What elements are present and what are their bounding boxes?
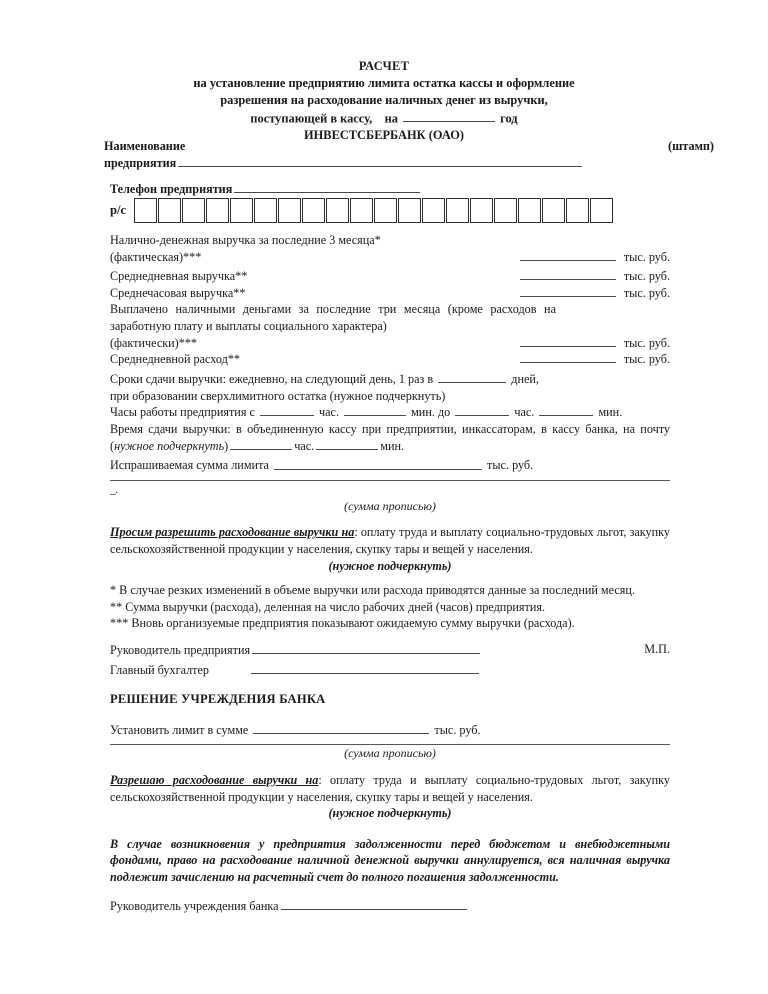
account-number-box[interactable] — [398, 198, 421, 223]
revenue-deadline-suffix: дней, — [511, 371, 539, 386]
director-signature-label: Руководитель предприятия — [110, 642, 251, 657]
cash-revenue-actual-label: (фактическая)*** — [110, 249, 202, 264]
footnote-1: * В случае резких изменений в объеме выручки или расхода приводятся данные за последний месяц. — [110, 583, 635, 598]
account-number-box[interactable] — [158, 198, 181, 223]
sum-in-words-caption-2: (сумма прописью) — [344, 746, 436, 761]
revenue-deadline-days-input[interactable] — [438, 371, 506, 383]
avg-daily-revenue-unit: тыс. руб. — [623, 269, 670, 284]
stamp-label: (штамп) — [668, 139, 714, 153]
account-number-box[interactable] — [590, 198, 613, 223]
requested-limit-row — [110, 457, 670, 474]
working-hours-row — [110, 404, 670, 421]
bank-director-signature-input[interactable] — [281, 898, 467, 910]
bank-director-signature-label: Руководитель учреждения банка — [110, 898, 279, 913]
avg-daily-revenue-input[interactable] — [520, 268, 616, 280]
delivery-time-paragraph — [110, 421, 670, 454]
avg-daily-revenue-label: Среднедневная выручка** — [110, 269, 248, 284]
accountant-signature-row — [110, 662, 670, 679]
working-hours-from-min-input[interactable] — [344, 404, 406, 416]
bank-director-signature-row — [110, 898, 670, 915]
form-body — [110, 232, 670, 914]
avg-hourly-revenue-input[interactable] — [520, 285, 616, 297]
bank-permission-underline-note: (нужное подчеркнуть) — [328, 806, 452, 821]
year-line-na: на — [384, 111, 398, 126]
cash-revenue-unit: тыс. руб. — [623, 249, 670, 264]
delivery-time-emphasis: нужное подчеркнуть — [114, 438, 225, 453]
avg-daily-revenue-amount-group — [518, 268, 670, 285]
bank-decision-section-title: РЕШЕНИЕ УЧРЕЖДЕНИЯ БАНКА — [110, 692, 326, 706]
account-number-box[interactable] — [518, 198, 541, 223]
sum-in-words-caption-1: (сумма прописью) — [344, 498, 436, 513]
working-hours-to-min-input[interactable] — [539, 404, 593, 416]
document-subtitle-line-3 — [96, 110, 672, 128]
paid-cash-actual-label: (фактически)*** — [110, 335, 198, 350]
paid-cash-amount-input[interactable] — [520, 335, 616, 347]
working-hours-from-hour-unit: час. — [319, 405, 339, 420]
delivery-time-min-unit: мин. — [380, 438, 405, 453]
requested-limit-input[interactable] — [274, 457, 482, 469]
footnotes-block — [110, 582, 670, 631]
account-number-box[interactable] — [182, 198, 205, 223]
bank-permission-colon: : — [318, 773, 322, 787]
delivery-time-close: ) — [224, 438, 229, 453]
seal-label: М.П. — [644, 642, 670, 657]
accountant-signature-label: Главный бухгалтер — [110, 663, 210, 678]
account-number-box[interactable] — [278, 198, 301, 223]
working-hours-from-hour-input[interactable] — [260, 404, 314, 416]
paid-cash-actual-row — [110, 335, 670, 352]
revenue-deadline-prefix: Сроки сдачи выручки: ежедневно, на следующий день, 1 раз в — [110, 371, 434, 386]
paid-cash-unit: тыс. руб. — [623, 335, 670, 350]
account-number-box[interactable] — [494, 198, 517, 223]
year-line-suffix: год — [500, 111, 518, 126]
paid-cash-amount-group — [518, 335, 670, 352]
working-hours-to-hour-input[interactable] — [455, 404, 509, 416]
enterprise-phone-row — [110, 181, 422, 197]
account-number-box[interactable] — [206, 198, 229, 223]
cash-revenue-label: Налично-денежная выручка за последние 3 месяца* — [110, 233, 381, 247]
enterprise-phone-label: Телефон предприятия — [110, 182, 233, 197]
accountant-signature-input[interactable] — [251, 662, 479, 674]
footnote-3: *** Вновь организуемые предприятия показывают ожидаемую сумму выручки (расхода). — [110, 615, 575, 630]
avg-hourly-revenue-row — [110, 285, 670, 302]
enterprise-name-input[interactable] — [178, 155, 582, 167]
cash-revenue-actual-row — [110, 249, 670, 266]
set-limit-input[interactable] — [253, 722, 429, 734]
working-hours-prefix: Часы работы предприятия с — [110, 405, 255, 420]
avg-daily-expense-row — [110, 351, 670, 368]
director-signature-input[interactable] — [252, 641, 480, 653]
account-number-box[interactable] — [302, 198, 325, 223]
permission-request-heading: Просим разрешить расходование выручки на — [110, 525, 355, 540]
revenue-deadline-row — [110, 371, 670, 388]
enterprise-name-label-line1: Наименование — [104, 139, 186, 153]
requested-limit-unit: тыс. руб. — [487, 458, 534, 473]
account-number-box[interactable] — [542, 198, 565, 223]
working-hours-from-min-unit: мин. — [411, 405, 435, 420]
document-subtitle-line-1: на установление предприятию лимита остатка кассы и оформление — [193, 76, 575, 91]
account-number-box[interactable] — [254, 198, 277, 223]
account-number-box[interactable] — [230, 198, 253, 223]
document-title-block — [96, 58, 672, 144]
cash-revenue-amount-input[interactable] — [520, 249, 616, 261]
account-number-label: р/с — [110, 203, 127, 217]
document-title: РАСЧЕТ — [358, 59, 410, 73]
set-limit-label: Установить лимит в сумме — [110, 722, 249, 737]
avg-hourly-revenue-amount-group — [518, 285, 670, 302]
account-number-box[interactable] — [566, 198, 589, 223]
working-hours-to-min-unit: мин. — [598, 405, 623, 420]
account-number-box[interactable] — [326, 198, 349, 223]
account-number-box[interactable] — [422, 198, 445, 223]
delivery-time-text: Время сдачи выручки: в объединенную кассу при предприятии, инкассаторам, в кассу банка, на почту ( — [110, 421, 670, 453]
avg-daily-expense-amount-group — [518, 351, 670, 368]
year-input-blank[interactable] — [403, 110, 495, 122]
working-hours-to-hour-unit: час. — [514, 405, 535, 420]
document-subtitle-line-2: разрешения на расходование наличных денег из выручки, — [220, 93, 548, 108]
account-number-box[interactable] — [350, 198, 373, 223]
footnote-2: ** Сумма выручки (расхода), деленная на число рабочих дней (часов) предприятия. — [110, 599, 546, 614]
account-number-box[interactable] — [446, 198, 469, 223]
year-line-prefix: поступающей в кассу, — [250, 111, 373, 126]
avg-daily-expense-label: Среднедневной расход** — [110, 352, 241, 367]
permission-request-paragraph — [110, 524, 670, 557]
director-signature-row — [110, 641, 670, 658]
avg-daily-revenue-row — [110, 268, 670, 285]
set-limit-unit: тыс. руб. — [434, 722, 481, 737]
delivery-time-hour-unit: час. — [294, 438, 315, 453]
debt-warning-paragraph: В случае возникновения у предприятия задолженности перед бюджетом и внебюджетными фондами, право на расходование наличной денежной выручки аннулируется, вся наличная выручка подлежит зачислению на расчетный счет до полного погашения задолженности. — [110, 836, 670, 884]
enterprise-header — [104, 138, 714, 172]
avg-daily-expense-unit: тыс. руб. — [623, 352, 670, 367]
permission-request-underline-note: (нужное подчеркнуть) — [328, 558, 452, 573]
account-number-row — [110, 198, 613, 223]
delivery-time-min-input[interactable] — [316, 438, 378, 450]
account-number-box[interactable] — [134, 198, 157, 223]
bank-permission-paragraph — [110, 772, 670, 805]
permission-request-colon: : — [354, 525, 358, 540]
paid-cash-paragraph: Выплачено наличными деньгами за последние три месяца (кроме расходов на заработную плату и выплаты социального характера) — [110, 302, 556, 333]
bank-name: ИНВЕСТСБЕРБАНК (ОАО) — [304, 128, 464, 143]
sum-dash-mark: _. — [110, 482, 117, 497]
account-number-box[interactable] — [374, 198, 397, 223]
bank-permission-body: оплату труда и выплату социально-трудовых льгот, закупку сельскохозяйственной продукции у населения, скупку тары и вещей у населения. — [110, 773, 670, 804]
account-number-boxes[interactable] — [134, 198, 613, 223]
account-number-box[interactable] — [470, 198, 493, 223]
avg-hourly-revenue-unit: тыс. руб. — [623, 286, 670, 300]
avg-daily-expense-input[interactable] — [520, 351, 616, 363]
enterprise-phone-input[interactable] — [234, 181, 420, 193]
working-hours-to-label: до — [437, 405, 451, 420]
avg-hourly-revenue-label: Среднечасовая выручка** — [110, 285, 246, 300]
over-limit-note: при образовании сверхлимитного остатка (нужное подчеркнуть) — [110, 388, 446, 403]
cash-revenue-amount-group — [518, 249, 670, 266]
set-limit-row — [110, 722, 670, 739]
delivery-time-hour-input[interactable] — [230, 438, 292, 450]
bank-permission-heading: Разрешаю расходование выручки на — [110, 773, 319, 787]
permission-request-body: оплату труда и выплату социально-трудовых льгот, закупку сельскохозяйственной продукции у населения, скупку тары и вещей у населения. — [110, 525, 671, 556]
requested-limit-label: Испрашиваемая сумма лимита — [110, 458, 269, 473]
enterprise-name-label-line2: предприятия — [104, 156, 177, 171]
